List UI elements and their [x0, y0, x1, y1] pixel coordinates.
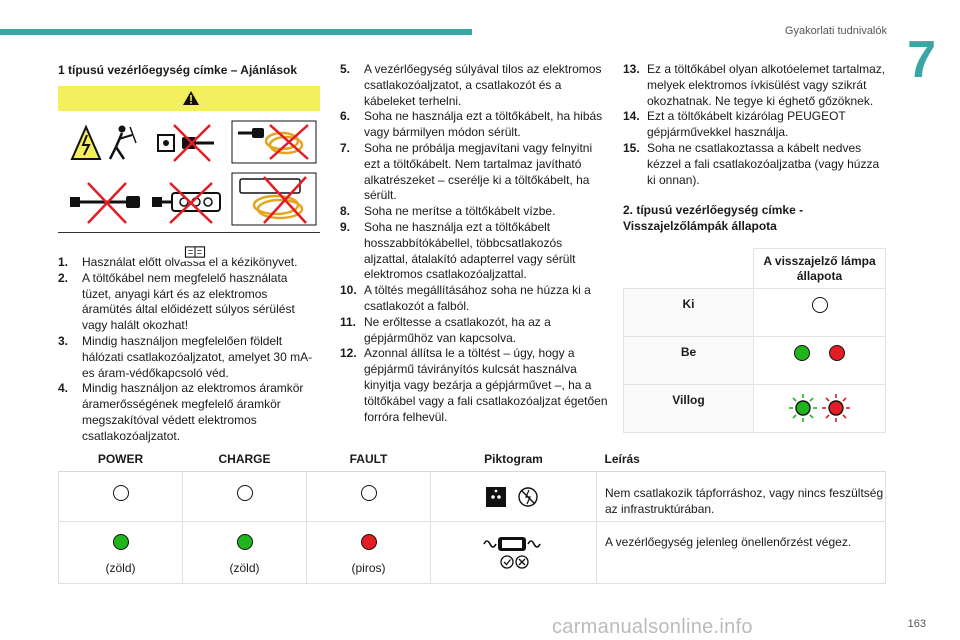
recommendations-list-3 — [623, 62, 888, 188]
list-item: 6. Soha ne használja ezt a töltőkábelt, ha hibás vagy bármilyen módon sérült. — [340, 109, 603, 140]
no-coiled-cable-icon — [230, 119, 318, 165]
list-item: 15. Soha ne csatlakoztassa a kábelt nedves kézzel a fali csatlakozóaljzatba (vagy húzza ki onnan). — [623, 140, 880, 187]
chapter-number: 7 — [907, 31, 936, 89]
charge-off-icon — [237, 485, 253, 501]
fault-red-icon — [361, 534, 377, 550]
col-power: POWER — [59, 447, 183, 471]
power-green-icon — [113, 534, 129, 550]
row-1-description: Nem csatlakozik tápforráshoz, vagy nincs feszültség az infrastruktúrában. — [597, 471, 886, 521]
self-check-cable-icon — [482, 534, 546, 570]
lamp-green-on-icon — [794, 345, 810, 361]
page-number: 163 — [907, 618, 926, 630]
col-pictogram: Piktogram — [431, 447, 597, 471]
list-item: 14. Ezt a töltőkábelt kizárólag PEUGEOT gépjárművekkel használja. — [623, 109, 846, 140]
list-item: 3. Mindig használjon megfelelően földelt hálózati csatlakozóaljzatot, amelyet 30 mA-es áram-védőkapcsoló véd. — [58, 333, 313, 380]
col-fault: FAULT — [307, 447, 431, 471]
column-3 — [623, 62, 888, 433]
no-power-strip-icon — [150, 181, 226, 225]
watermark: carmanualsonline.info — [552, 616, 753, 638]
no-power-socket-icon — [484, 485, 544, 509]
list-item: 13. Ez a töltőkábel olyan alkotóelemet tartalmaz, melyek elektromos ívkisülést vagy szikrát okozhatnak. Ne tegye ki éghető gőzöknek. — [623, 62, 886, 108]
col-description: Leírás — [597, 447, 886, 471]
lamp-green-blink-icon — [788, 393, 818, 423]
electric-shock-icon — [70, 123, 140, 165]
no-socket-adapter-icon — [154, 121, 218, 165]
list-item: 1. Használat előtt olvassa el a kézikönyvet. — [58, 255, 298, 269]
label-2-title: 2. típusú vezérlőegység címke - Visszajelzőlámpák állapota — [623, 203, 804, 234]
list-item: 4. Mindig használjon az elektromos áramkör áramerősségének megfelelő áramkör megszakítóval védett elektromos csatlakozóaljzatot. — [58, 381, 304, 443]
list-item: 11. Ne erőltesse a csatlakozót, ha az a gépjárműhöz van kapcsolva. — [340, 314, 551, 345]
section-header-title: Gyakorlati tudnivalók — [784, 25, 887, 37]
indicator-meaning-table — [58, 447, 886, 584]
list-item: 7. Soha ne próbálja megjavítani vagy felnyitni ezt a töltőkábelt. Nem tartalmaz javítható alkatrészeket – cserélje ki a töltőkábelt, ha sérült. — [340, 140, 593, 203]
recommendations-list-2 — [340, 62, 608, 425]
list-item: 8. Soha ne merítse a töltőkábelt vízbe. — [340, 204, 556, 219]
no-extension-cable-icon — [66, 181, 148, 225]
table-row — [59, 471, 886, 521]
fault-off-icon — [361, 485, 377, 501]
no-cable-reel-icon — [230, 171, 318, 227]
lamp-red-on-icon — [829, 345, 845, 361]
table-row: Ki — [624, 289, 886, 337]
list-item: 2. A töltőkábel nem megfelelő használata tüzet, anyagi kárt és az elektromos áramütés által előidézett súlyos sérülést vagy halált okozhat! — [58, 270, 295, 333]
charge-green-icon — [237, 534, 253, 550]
row-2-description: A vezérlőegység jelenleg önellenőrzést végez. — [597, 521, 886, 583]
list-item: 10. A töltés megállításához soha ne húzza ki a csatlakozót a falból. — [340, 283, 591, 313]
list-item: 12. Azonnal állítsa le a töltést – úgy, hogy a gépjármű távirányítós kulcsát használva kinyitja vagy bezárja a gépjárművet –, ha a töltőkábel vagy a fali csatlakozóaljzat égetően forróra felhevül. — [340, 346, 608, 424]
table-header-row — [59, 447, 886, 471]
recommendations-list-1 — [58, 255, 320, 445]
col-charge: CHARGE — [183, 447, 307, 471]
lamp-off-icon — [812, 297, 828, 313]
table-row: Villog — [624, 385, 886, 433]
safety-pictogram-grid — [58, 111, 320, 233]
table-row: (zöld) (zöld) (piros) A vezérlőegység jelenleg önellenőrzést végez. — [59, 521, 886, 583]
lamp-red-blink-icon — [821, 393, 851, 423]
column-1 — [58, 62, 320, 445]
header-accent-bar — [0, 29, 472, 35]
table-row: Be — [624, 337, 886, 385]
warning-triangle-icon — [182, 90, 200, 106]
power-off-icon — [113, 485, 129, 501]
column-2 — [340, 62, 608, 425]
list-item: 5. A vezérlőegység súlyával tilos az elektromos csatlakozóaljzatot, a csatlakozót és a kábeleket terhelni. — [340, 62, 602, 108]
read-manual-icon — [180, 243, 210, 261]
list-item: 9. Soha ne használja ezt a töltőkábelt hosszabbítókábellel, többcsatlakozós aljzattal, átalakító adapterrel vagy sérült elektromos csatlakozóaljzattal. — [340, 219, 576, 282]
warning-banner — [58, 86, 320, 111]
indicator-status-header: A visszajelző lámpa állapota — [754, 249, 886, 289]
label-1-title: 1 típusú vezérlőegység címke – Ajánlások — [58, 63, 297, 77]
indicator-status-table — [623, 248, 886, 433]
